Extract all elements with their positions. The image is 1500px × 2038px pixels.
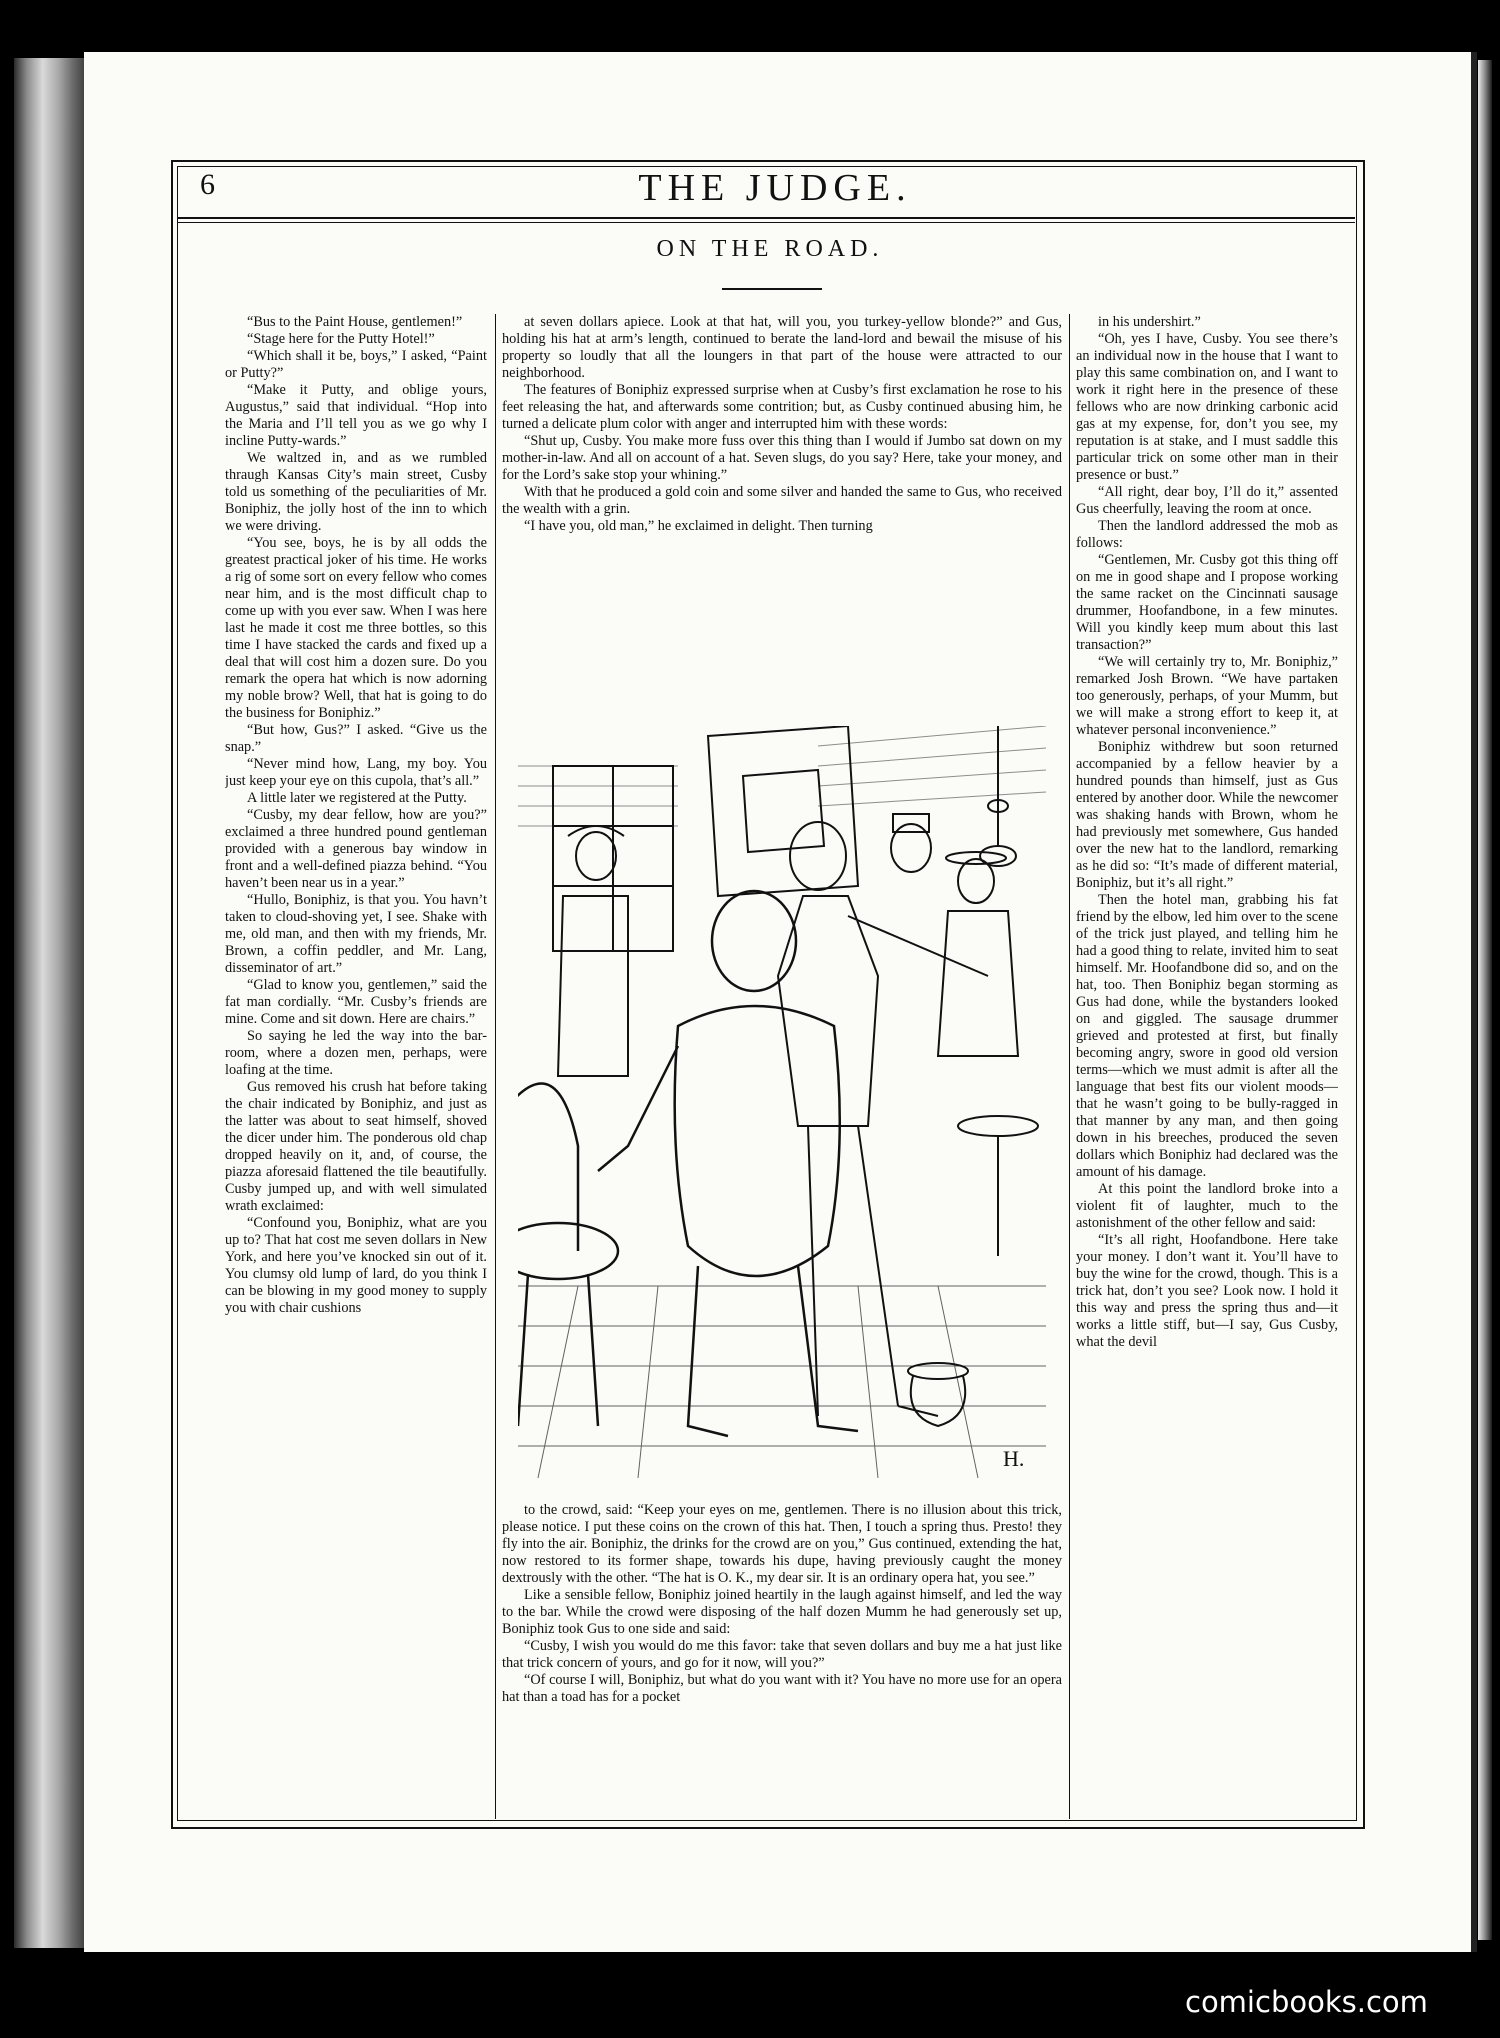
page-edge xyxy=(1478,60,1492,1940)
paragraph: “But how, Gus?” I asked. “Give us the snap.” xyxy=(225,722,487,755)
artist-signature: H. xyxy=(1003,1446,1025,1471)
paragraph: “Hullo, Boniphiz, is that you. You havn’t taken to cloud-shoving yet, I see. Shake with me, old man, and then with my friends, Mr. Brown, a coffin peddler, and Mr. Lang, disseminator of art.” xyxy=(225,892,487,976)
paragraph: “Stage here for the Putty Hotel!” xyxy=(247,331,435,347)
paragraph: We waltzed in, and as we rumbled thraugh Kansas City’s main street, Cusby told us something of the peculiarities of Mr. Boniphiz, the jolly host of the inn to which we were driving. xyxy=(225,450,487,534)
paragraph: “Bus to the Paint House, gentlemen!” xyxy=(247,314,463,330)
paragraph: The features of Boniphiz expressed surprise when at Cusby’s first exclamation he rose to his feet releasing the hat, and afterwards some contrition; but, as Cusby continued abusing him, he turned a delicate plum color with anger and interrupted him with these words: xyxy=(502,382,1062,432)
paragraph: “Oh, yes I have, Cusby. You see there’s an individual now in the house that I want to play this same combination on, and I want to work it right here in the presence of these fellows who are now drinking carbonic acid gas at my expense, for, don’t you see, my reputation is at stake, and I must saddle this particular trick on some other man in their presence or bust.” xyxy=(1076,331,1338,483)
paragraph: in his undershirt.” xyxy=(1098,314,1201,330)
paragraph: “We will certainly try to, Mr. Boniphiz,” remarked Josh Brown. “We have partaken too generously, perhaps, of your Mumm, but we will make a strong effort to keep it, at whatever personal inconvenience.” xyxy=(1076,654,1338,738)
paragraph: So saying he led the way into the bar-room, where a dozen men, perhaps, were loafing at the time. xyxy=(225,1028,487,1078)
paragraph: “All right, dear boy, I’ll do it,” assented Gus cheerfully, leaving the room at once. xyxy=(1076,484,1338,517)
paragraph: at seven dollars apiece. Look at that hat, will you, you turkey-yellow blonde?” and Gus, holding his hat at arm’s length, continued to berate the land-lord and bewail the misuse of his property so loudly that all the loungers in that part of the house were attracted to our neighborhood. xyxy=(502,314,1062,381)
paragraph: “You see, boys, he is by all odds the greatest practical joker of his time. He works a rig of some sort on every fellow who comes near him, and is the most difficult chap to come up with you ever saw. When I was here last he made it cost me three bottles, so this time I have stacked the cards and fixed up a deal that will cost him a dozen sure. Do you remark the opera hat which is now adorning my noble brow? Well, that hat is going to do the business for Boniphiz.” xyxy=(225,535,487,721)
title-rule xyxy=(722,288,822,290)
masthead-title: THE JUDGE. xyxy=(638,167,912,209)
paragraph: “It’s all right, Hoofandbone. Here take your money. I don’t want it. You’ll have to buy the wine for the crowd, though. This is a trick hat, don’t you see? Look now. I hold it this way and press the spring thus and—it works a little stiff, but—I say, Gus Cusby, what the devil xyxy=(1076,1232,1338,1350)
engraved-illustration xyxy=(518,726,1046,1478)
paragraph: Gus removed his crush hat before taking the chair indicated by Boniphiz, and just as the latter was about to seat himself, shoved the dicer under him. The ponderous old chap dropped heavily on it, and, of course, the piazza aforesaid flattened the tile beautifully. Cusby jumped up, and with well simulated wrath exclaimed: xyxy=(225,1079,487,1214)
header-rule-thin xyxy=(177,222,1355,223)
paragraph: “Make it Putty, and oblige yours, Augustus,” said that individual. “Hop into the Maria and I’ll tell you as we go why I incline Putty-wards.” xyxy=(225,382,487,449)
paragraph: “I have you, old man,” he exclaimed in delight. Then turning xyxy=(524,518,873,534)
paragraph: “Never mind how, Lang, my boy. You just keep your eye on this cupola, that’s all.” xyxy=(225,756,487,789)
text-column-1 xyxy=(225,314,487,1814)
page-number: 6 xyxy=(200,168,215,201)
book-spine xyxy=(14,58,86,1948)
paragraph: At this point the landlord broke into a violent fit of laughter, much to the astonishment of the other fellow and said: xyxy=(1076,1181,1338,1231)
article-title: ON THE ROAD. xyxy=(656,236,884,262)
paragraph: “Glad to know you, gentlemen,” said the fat man cordially. “Mr. Cusby’s friends are mine. Come and sit down. Here are chairs.” xyxy=(225,977,487,1027)
text-column-2-top xyxy=(502,314,1062,649)
paragraph: “Shut up, Cusby. You make more fuss over this thing than I would if Jumbo sat down on my mother-in-law. And all on account of a hat. Seven slugs, do you say? Here, take your money, and for the Lord’s sake stop your whining.” xyxy=(502,433,1062,483)
paragraph: “Cusby, I wish you would do me this favor: take that seven dollars and buy me a hat just like that trick concern of yours, and go for it now, will you?” xyxy=(502,1638,1062,1671)
paragraph: Like a sensible fellow, Boniphiz joined heartily in the laugh against himself, and led the way to the bar. While the crowd were disposing of the half dozen Mumm he had generously set up, Boniphiz took Gus to one side and said: xyxy=(502,1587,1062,1637)
text-column-2-bottom xyxy=(502,1502,1062,1818)
column-divider xyxy=(495,314,496,1819)
text-column-3 xyxy=(1076,314,1338,1814)
header-rule xyxy=(177,217,1355,219)
site-watermark: comicbooks.com xyxy=(1185,1985,1428,2019)
paragraph: “Which shall it be, boys,” I asked, “Paint or Putty?” xyxy=(225,348,487,381)
paragraph: With that he produced a gold coin and some silver and handed the same to Gus, who received the wealth with a grin. xyxy=(502,484,1062,517)
paragraph: Boniphiz withdrew but soon returned accompanied by a fellow heavier by a hundred pounds than himself, just as Gus entered by another door. While the newcomer was shaking hands with Brown, whom he had previously met somewhere, Gus handed over the new hat to the landlord, remarking as he did so: “It’s made of different material, Boniphiz, but it’s all right.” xyxy=(1076,739,1338,891)
paragraph: A little later we registered at the Putty. xyxy=(247,790,467,806)
paragraph: “Confound you, Boniphiz, what are you up to? That hat cost me seven dollars in New York, and here you’ve knocked sin out of it. You clumsy old lump of lard, do you think I can be blowing in my good money to supply you with chair cushions xyxy=(225,1215,487,1316)
column-divider xyxy=(1069,314,1070,1819)
paragraph: “Gentlemen, Mr. Cusby got this thing off on me in good shape and I propose working the same racket on the Cincinnati sausage drummer, Hoofandbone, in a few minutes. Will you kindly keep mum about this last transaction?” xyxy=(1076,552,1338,653)
paragraph: “Of course I will, Boniphiz, but what do you want with it? You have no more use for an opera hat than a toad has for a pocket xyxy=(502,1672,1062,1705)
paragraph: Then the landlord addressed the mob as follows: xyxy=(1076,518,1338,551)
paragraph: to the crowd, said: “Keep your eyes on me, gentlemen. There is no illusion about this trick, please notice. I put these coins on the crown of this hat. Then, I touch a spring thus. Presto! they fly into the air. Boniphiz, the drinks for the crowd are on you,” Gus continued, extending the hat, now restored to its former shape, towards his dupe, having previously caught the money dextrously with the other. “The hat is O. K., my dear sir. It is an ordinary opera hat, you see.” xyxy=(502,1502,1062,1586)
paragraph: “Cusby, my dear fellow, how are you?” exclaimed a three hundred pound gentleman provided with a generous bay window in front and a well-defined piazza behind. “You haven’t been near us in a year.” xyxy=(225,807,487,891)
paragraph: Then the hotel man, grabbing his fat friend by the elbow, led him over to the scene of the trick just played, and telling him he had a good thing to relate, invited him to seat himself. Mr. Hoofandbone did so, and on the hat, too. Then Boniphiz began storming as Gus had done, while the bystanders looked on and giggled. The sausage drummer grieved and protested at first, but finally becoming angry, swore in good old version terms—which we must admit is after all the language that best fits our violent moods—that he wasn’t going to be bully-ragged in that manner by any man, and then going down in his breeches, produced the seven dollars which Boniphiz had declared was the amount of his damage. xyxy=(1076,892,1338,1180)
